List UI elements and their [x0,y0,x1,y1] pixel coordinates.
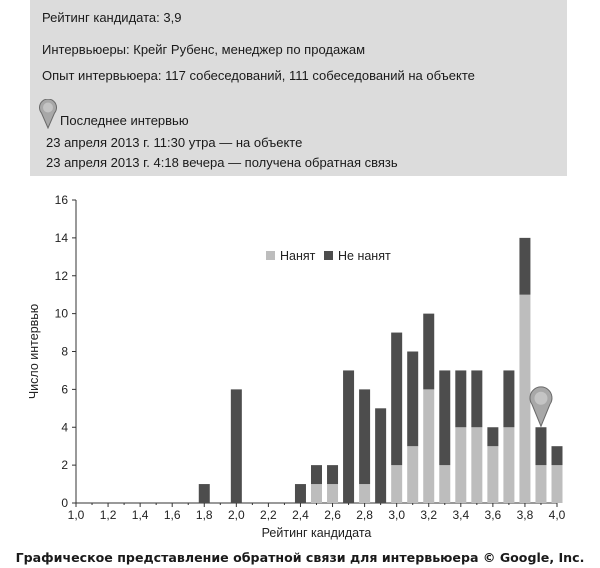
legend-swatch [266,251,275,260]
x-axis-label: Рейтинг кандидата [261,526,372,540]
y-tick-label: 8 [61,344,68,359]
map-pin-icon [38,99,58,129]
bar-hired [519,295,530,503]
bar-not-hired [423,314,434,390]
last-interview-title: Последнее интервью [60,113,189,128]
bar-hired [407,446,418,503]
bar-hired [439,465,450,503]
bar-hired [552,465,563,503]
bar-not-hired [199,484,210,503]
y-axis-label: Число интервью [27,303,41,400]
bar-not-hired [455,370,466,427]
bar-not-hired [535,427,546,465]
candidate-marker-pin-icon [530,387,552,426]
bar-not-hired [552,446,563,465]
legend-swatch [324,251,333,260]
interviewers-text: Интервьюеры: Крейг Рубенс, менеджер по продажам [42,42,366,57]
bar-not-hired [311,465,322,484]
y-tick-label: 12 [54,268,68,283]
bar-not-hired [231,389,242,503]
y-tick-label: 4 [61,420,68,435]
x-tick-label: 2,6 [324,508,341,522]
bar-hired [359,484,370,503]
interviewer-experience-text: Опыт интервьюера: 117 собеседований, 111 собеседований на объекте [42,68,475,83]
bar-hired [487,446,498,503]
figure-caption: Графическое представление обратной связи для интервьюера © Google, Inc. [15,550,585,565]
bar-hired [535,465,546,503]
bar-not-hired [519,238,530,295]
bar-hired [391,465,402,503]
y-tick-label: 2 [61,458,68,473]
x-tick-label: 3,4 [452,508,470,522]
bar-not-hired [503,370,514,427]
x-tick-label: 4,0 [548,508,566,522]
bar-not-hired [343,370,354,503]
y-tick-label: 0 [61,496,68,510]
y-tick-label: 14 [54,230,68,245]
bar-hired [327,484,338,503]
bar-hired [455,427,466,503]
x-tick-label: 3,8 [516,508,534,522]
x-tick-label: 2,8 [356,508,373,522]
bar-hired [311,484,322,503]
bar-not-hired [407,352,418,447]
x-tick-label: 2,0 [227,508,245,522]
x-tick-label: 2,2 [260,508,277,522]
x-tick-label: 3,2 [420,508,438,522]
chart-canvas [0,185,600,550]
legend-label: Нанят [280,249,316,263]
bar-hired [423,389,434,503]
bar-not-hired [487,427,498,446]
x-tick-label: 2,4 [292,508,309,522]
legend-label: Не нанят [338,249,391,263]
x-tick-label: 1,0 [67,508,85,522]
bar-not-hired [327,465,338,484]
x-tick-label: 1,2 [99,508,117,522]
last-interview-line-1: 23 апреля 2013 г. 11:30 утра — на объекте [46,135,303,150]
bar-hired [503,427,514,503]
last-interview-line-2: 23 апреля 2013 г. 4:18 вечера — получена обратная связь [46,155,398,170]
candidate-rating-text: Рейтинг кандидата: 3,9 [42,10,182,25]
x-tick-label: 1,4 [131,508,149,522]
bar-not-hired [439,370,450,465]
interview-rating-chart [0,185,600,550]
x-tick-label: 1,8 [195,508,213,522]
bar-not-hired [359,389,370,484]
interview-summary-panel [30,0,567,176]
x-tick-label: 3,6 [484,508,502,522]
bar-not-hired [391,333,402,466]
bar-not-hired [471,370,482,427]
bar-not-hired [295,484,306,503]
y-tick-label: 10 [54,306,68,321]
y-tick-label: 6 [61,382,68,397]
y-tick-label: 16 [54,193,68,207]
x-tick-label: 3,0 [388,508,406,522]
bar-not-hired [375,408,386,503]
bar-hired [471,427,482,503]
x-tick-label: 1,6 [163,508,181,522]
